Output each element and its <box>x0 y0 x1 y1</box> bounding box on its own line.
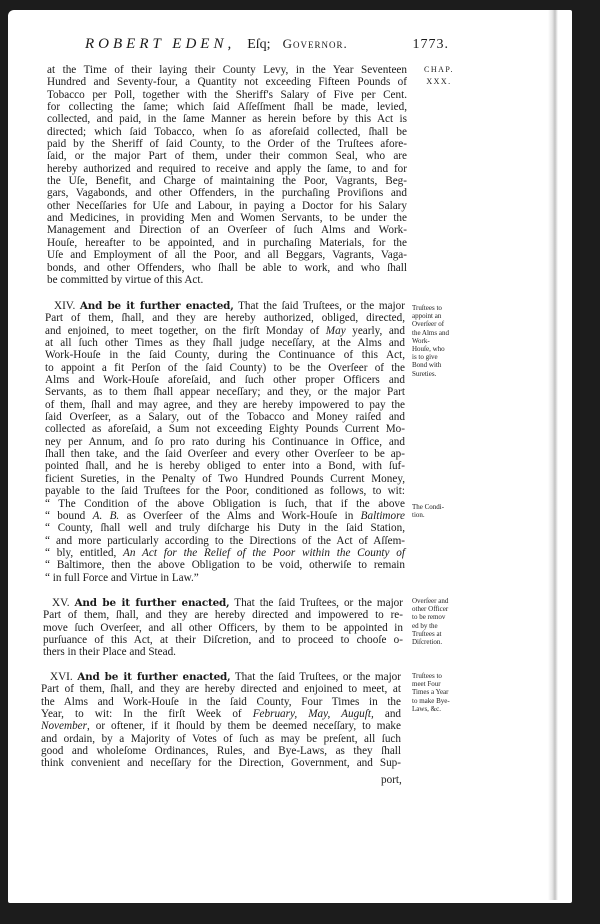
italic-text: February, May, Auguſt, <box>252 708 374 721</box>
text-line: pointed ſhall, and he is hereby obliged to enter into a Bond, with ſuf- <box>45 460 405 473</box>
text-segment: Year, to wit: In the firſt Week of <box>41 708 253 721</box>
text-line: “ and more particularly according to the Directions of the Act of Aſſem- <box>45 534 405 547</box>
margin-note-line: Truſtees to <box>412 672 442 680</box>
margin-note-line: the Alms and <box>412 328 449 337</box>
text-line: at all ſuch other Times as they ſhall judge neceſſary, at the Alms and <box>45 337 405 350</box>
text-line: and ordain, by a Majority of Votes of ſuch as may be preſent, all ſuch <box>41 732 401 745</box>
margin-note-line: to make Bye- <box>412 696 450 705</box>
text-line <box>43 597 403 609</box>
text-line: collected as aforeſaid, a Sum not exceeding Eighty Pounds Current Mo- <box>45 423 405 436</box>
margin-note <box>412 503 468 519</box>
text-segment: That the ſaid Truſtees, or the major <box>229 597 404 609</box>
paragraph <box>47 64 407 286</box>
text-line: the Alms and Work-Houſe in the ſaid County, Four Times in the <box>41 695 401 708</box>
text-line <box>41 708 401 720</box>
margin-note <box>412 672 468 713</box>
text-line: “ The Condition of the above Obligation is ſuch, that if the above <box>45 497 405 510</box>
italic-text: May <box>325 324 346 337</box>
text-line: ficient Sureties, in the Penalty of Two Hundred Pounds Current Money, <box>45 472 405 485</box>
text-line: paid by the Sheriff of ſaid County, to the Order of the Truſtees afore- <box>47 138 407 151</box>
margin-note-line: Bond with <box>412 361 442 370</box>
text-line: Part of them, ſhall, and they are hereby directed and enjoined to meet, at <box>41 683 401 696</box>
text-line: “ in full Force and Virtue in Law.” <box>45 571 199 584</box>
text-line: the Uſe, Benefit, and Charge of maintaining the Poor, Vagrants, Beg- <box>47 175 407 188</box>
text-line: “ County, ſhall well and truly diſcharge his Duty in the ſaid Station, <box>45 522 405 535</box>
text-line: payable to the ſaid Truſtees for the Poor, conditioned as follows, to wit: <box>45 485 405 498</box>
margin-note-line: Sureties. <box>412 369 437 378</box>
text-line: Management and Direction of an Overſeer of ſuch Alms and Work- <box>47 224 407 237</box>
chapter-marker <box>408 64 470 88</box>
chapter-label: CHAP. <box>424 65 454 74</box>
text-segment: and enjoined, to meet together, on the firſt Monday of <box>45 324 326 337</box>
italic-text: November <box>41 720 87 733</box>
text-line <box>45 547 405 559</box>
margin-note-line: Overſeer and <box>412 597 449 605</box>
text-line: Part of them, ſhall, and they are hereby directed and impowered to re- <box>43 609 403 622</box>
text-line <box>41 720 401 732</box>
margin-note-line: Truſtees to <box>412 304 442 312</box>
text-line: Uſe and Employment of all the Poor, and all Beggars, Vagrants, Vaga- <box>47 249 407 262</box>
text-line: move ſuch Overſeer, and all other Officers, by them to be appointed in <box>43 621 403 634</box>
text-line: at the Time of their laying their County Levy, in the Year Seventeen <box>47 64 407 76</box>
margin-note-line: other Officer <box>412 605 449 614</box>
margin-note-line: ed by the <box>412 621 438 630</box>
text-line: bonds, and other Offenders, who ſhall be able to work, and who ſhall <box>47 261 407 274</box>
text-line: and Medicines, in providing Men and Women Servants, to be under the <box>47 212 407 225</box>
text-segment: “ bound <box>45 509 93 522</box>
text-segment: and <box>373 708 402 721</box>
paragraph <box>45 300 405 584</box>
running-head-office: Governor. <box>282 36 348 51</box>
enacting-clause: And be it further enacted, <box>79 300 234 312</box>
margin-note <box>412 597 468 646</box>
text-line: ſhall then take, and the ſaid Overſeer and every other Overſeer to be ap- <box>45 448 405 461</box>
text-line: Part of them, ſhall, and they are hereby authorized, obliged, directed, <box>45 312 405 325</box>
text-line: Servants, as to them ſhall appear neceſſary; and they, or the major Part <box>45 386 405 399</box>
page-gutter-shadow <box>548 10 558 900</box>
italic-text: A. B. <box>92 509 120 522</box>
text-segment: XV. <box>52 597 75 609</box>
catchword: port, <box>381 774 402 786</box>
running-head-title: Eſq; <box>247 37 271 52</box>
text-line <box>45 510 405 522</box>
text-segment: “ bly, entitled, <box>45 546 124 559</box>
text-segment: XVI. <box>50 671 78 683</box>
margin-note-line: Overſeer of <box>412 320 445 329</box>
paragraph <box>41 671 401 770</box>
text-line <box>45 300 405 312</box>
text-segment: That the ſaid Truſtees, or the major <box>233 300 405 312</box>
margin-note-line: Work- <box>412 336 430 345</box>
margin-note-line: Times a Year <box>412 688 449 697</box>
margin-note-line: Diſcretion. <box>412 638 443 647</box>
text-line: Tobacco per Poll, together with the Sheriff's Salary of Five per Cent. <box>47 88 407 101</box>
page-year: 1773. <box>412 37 449 52</box>
text-line: be committed by virtue of this Act. <box>47 273 204 286</box>
text-segment: yearly, and <box>345 324 405 337</box>
text-line: other Neceſſaries for Uſe and Labour, in paying a Doctor for his Salary <box>47 199 407 212</box>
text-segment: , or oftener, if it ſhould by them be deemed neceſſary, to make <box>86 720 401 733</box>
text-line: thers in their Place and Stead. <box>43 646 176 659</box>
text-segment: That the ſaid Truſtees, or the major <box>230 671 402 683</box>
text-line <box>41 671 401 683</box>
text-line: gars, Vagabonds, and other Offenders, in the purchaſing Proviſions and <box>47 187 407 200</box>
margin-note-line: is to give <box>412 353 438 362</box>
running-head-name: ROBERT EDEN, <box>85 36 236 52</box>
italic-text: An Act for the Relief of the Poor within the County of <box>123 546 405 559</box>
margin-note-line: to be remov <box>412 613 446 622</box>
text-segment: XIV. <box>54 300 80 312</box>
text-line: think convenient and neceſſary for the Direction, Government, and Sup- <box>41 757 401 770</box>
text-line: Alms and Work-Houſe aforeſaid, and ſuch other proper Officers and <box>45 374 405 387</box>
text-line: directed; which ſaid Tobacco, when ſo as aforeſaid collected, ſhall be <box>47 125 407 138</box>
text-line: ſaid, or the major Part of them, under their common Seal, who are <box>47 150 407 163</box>
text-line: hereby authorized and required to receive and apply the ſame, to and for <box>47 162 407 175</box>
text-line: Work-Houſe in the ſaid County, during the Continuance of this Act, <box>45 349 405 362</box>
margin-note <box>412 304 468 378</box>
chapter-number: XXX. <box>426 77 452 86</box>
text-line: Houſe, hereafter to be appointed, and in purchaſing Materials, for the <box>47 236 407 249</box>
text-line: ney per Annum, and ſo pro rato during his Continuance in Office, and <box>45 435 405 448</box>
paragraph <box>43 597 403 659</box>
text-line <box>45 325 405 337</box>
text-line: collected, and paid, in the ſame Manner as herein before by this Act is <box>47 113 407 126</box>
running-head <box>85 36 449 53</box>
text-line: “ Baltimore, then the above Obligation to be void, otherwiſe to remain <box>45 559 405 572</box>
text-line: for collecting the ſame; which ſaid Aſſeſſment ſhall be made, levied, <box>47 101 407 114</box>
enacting-clause: And be it further enacted, <box>74 597 230 609</box>
enacting-clause: And be it further enacted, <box>77 671 231 683</box>
margin-note-line: Laws, &c. <box>412 704 441 713</box>
margin-note-line: Truſtees at <box>412 629 442 638</box>
margin-note-line: tion. <box>412 511 425 520</box>
text-line: purſuance of this Act, at their Diſcretion, and to proceed to chooſe o- <box>43 634 403 647</box>
text-line: of them, ſhall and may agree, and they are hereby impowered to pay the <box>45 398 405 411</box>
margin-note-line: meet Four <box>412 680 441 689</box>
text-line: to appoint a fit Perſon of the ſaid County) to be the Overſeer of the <box>45 361 405 374</box>
text-line: Hundred and Seventy-four, a Quantity not exceeding Fifteen Pounds of <box>47 76 407 89</box>
margin-note-line: Houſe, who <box>412 345 445 354</box>
margin-note-line: The Condi- <box>412 503 445 511</box>
text-segment: as Overſeer of the Alms and Work-Houſe in <box>119 509 361 522</box>
text-line: good and wholeſome Ordinances, Rules, and Bye-Laws, as they ſhall <box>41 745 401 758</box>
text-line: ſaid Overſeer, as a Salary, out of the Tobacco and Money raiſed and <box>45 411 405 424</box>
margin-note-line: appoint an <box>412 312 442 321</box>
italic-text: Baltimore <box>360 509 406 522</box>
